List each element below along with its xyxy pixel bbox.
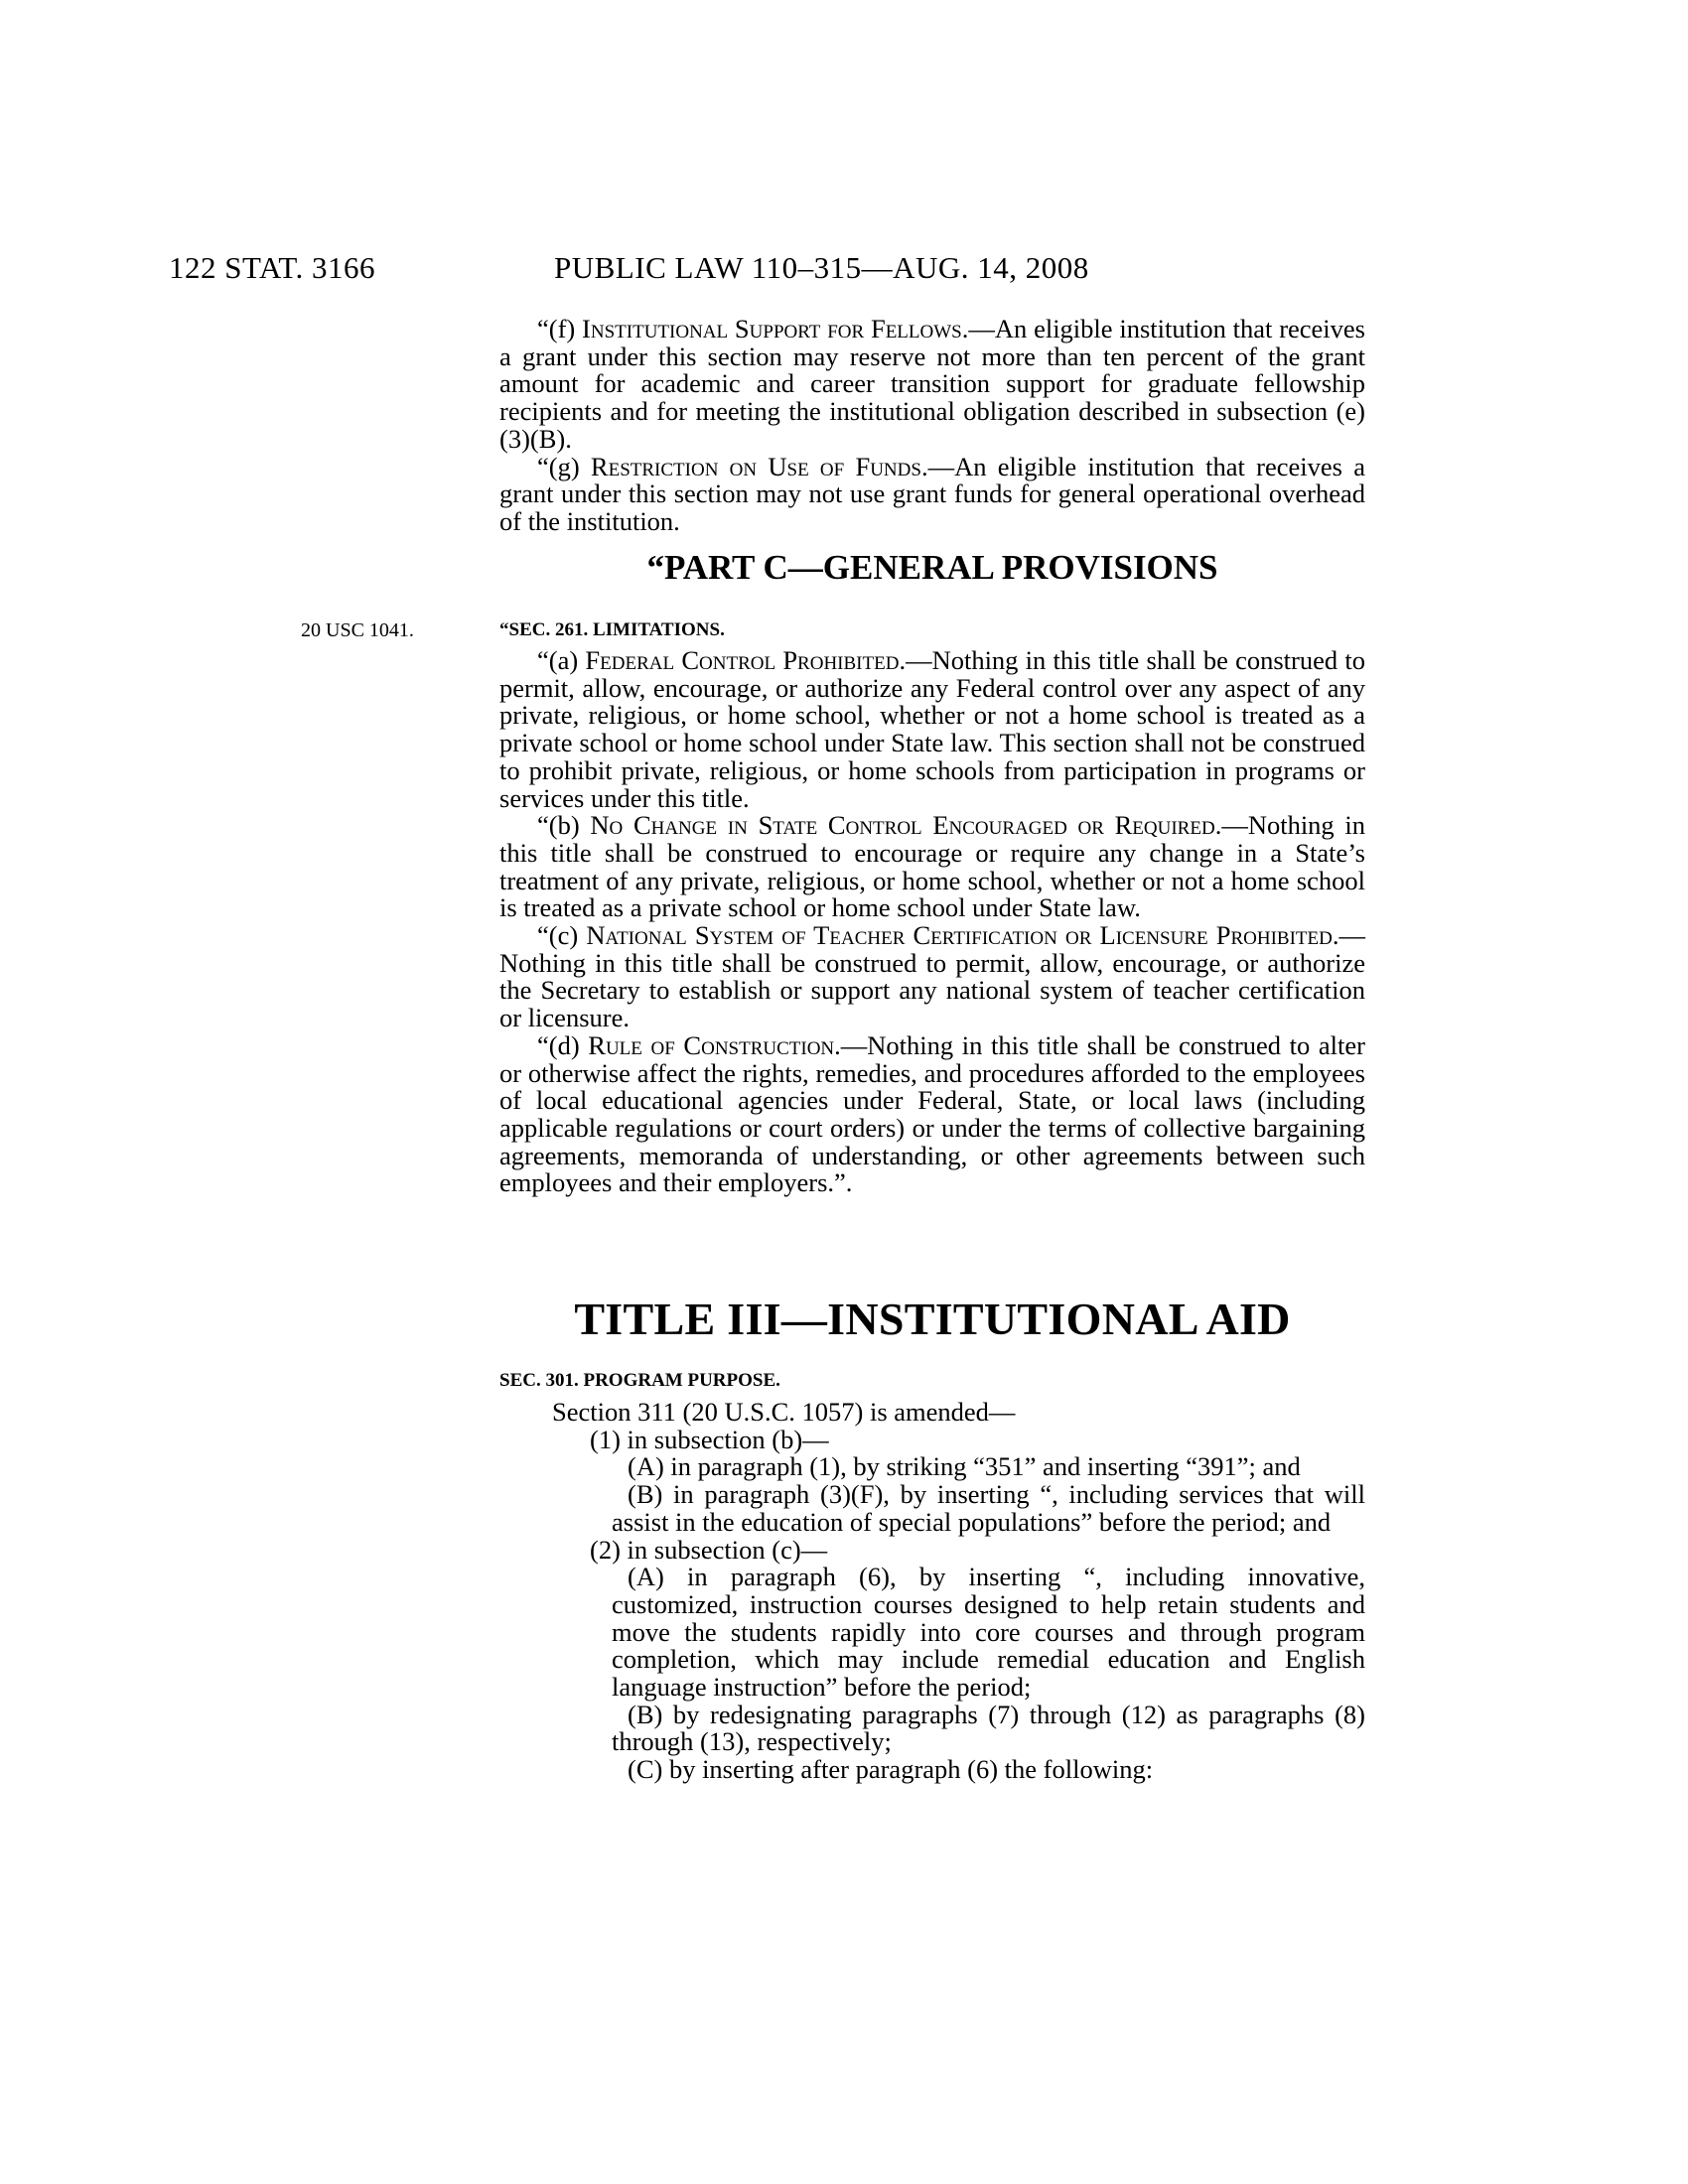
margin-citation: 20 USC 1041.: [301, 619, 414, 641]
subsection-b-caption: No Change in State Control Encouraged or Required: [590, 810, 1215, 841]
list-item: (B) by redesignating paragraphs (7) through (12) as paragraphs (8) through (13), respectively;: [612, 1699, 1365, 1757]
subsection-a: “(a) Federal Control Prohibited.—Nothing in this title shall be construed to permit, allow, encourage, or authorize any Federal control over any aspect of any private, religious, or home school, whether or not a home school is treated as a private school or home school under State law. This section shall not be construed to prohibit private, religious, or home schools from participation in programs or services under this title.: [499, 645, 1365, 813]
section-301-body: [499, 1399, 1365, 1784]
part-heading: “PART C—GENERAL PROVISIONS: [646, 548, 1218, 587]
list-item: (2) in subsection (c)—: [590, 1534, 828, 1565]
subsection-f-g-block: [499, 316, 1365, 536]
subsection-c-caption: National System of Teacher Certification or Licensure Prohibited: [586, 920, 1333, 951]
section-261-body: [499, 647, 1365, 1197]
page-stat-citation: 122 STAT. 3166: [169, 250, 376, 285]
running-header: PUBLIC LAW 110–315—AUG. 14, 2008: [554, 250, 1089, 285]
section-261-heading: “SEC. 261. LIMITATIONS.: [499, 619, 725, 640]
subsection-f-caption: Institutional Support for Fellows: [582, 314, 962, 343]
list-item: (A) in paragraph (6), by inserting “, including innovative, customized, instruction courses designed to help retain students and move the students rapidly into core courses and through program completion, which may include remedial education and English language instruction” before the period;: [612, 1562, 1365, 1703]
list-item: (B) in paragraph (3)(F), by inserting “, including services that will assist in the education of special populations” before the period; and: [612, 1479, 1365, 1537]
subsection-c: “(c) National System of Teacher Certification or Licensure Prohibited.—Nothing in this title shall be construed to permit, allow, encourage, or authorize the Secretary to establish or support any national system of teacher certification or licensure.: [499, 920, 1365, 1033]
subsection-d-caption: Rule of Construction: [588, 1029, 835, 1060]
section-301-heading: SEC. 301. PROGRAM PURPOSE.: [499, 1370, 780, 1391]
subsection-d: “(d) Rule of Construction.—Nothing in this title shall be construed to alter or otherwise affect the rights, remedies, and procedures afforded to the employees of local educational agencies under Federal, State, or local laws (including applicable regulations or court orders) or under the terms of collective bargaining agreements, memoranda of understanding, or other agreements between such employees and their employers.”.: [499, 1029, 1365, 1198]
subsection-f: “(f) Institutional Support for Fellows.—An eligible institution that receives a grant under this section may reserve not more than ten percent of the grant amount for academic and career transition support for graduate fellowship recipients and for meeting the institutional obligation described in subsection (e)(3)(B).: [499, 314, 1365, 454]
subsection-a-caption: Federal Control Prohibited: [585, 645, 900, 675]
title-heading: TITLE III—INSTITUTIONAL AID: [574, 1294, 1291, 1344]
list-item: (A) in paragraph (1), by striking “351” and inserting “391”; and: [628, 1451, 1301, 1482]
subsection-g-caption: Restriction on Use of Funds: [590, 451, 921, 481]
subsection-g: “(g) Restriction on Use of Funds.—An eligible institution that receives a grant under this section may not use grant funds for general operational overhead of the institution.: [499, 451, 1365, 536]
subsection-b: “(b) No Change in State Control Encouraged or Required.—Nothing in this title shall be construed to encourage or require any change in a State’s treatment of any private, religious, or home school, whether or not a home school is treated as a private school or home school under State law.: [499, 810, 1365, 923]
list-item: (1) in subsection (b)—: [590, 1424, 829, 1454]
list-item: (C) by inserting after paragraph (6) the following:: [628, 1754, 1154, 1785]
amendment-intro: Section 311 (20 U.S.C. 1057) is amended—: [552, 1397, 1016, 1427]
